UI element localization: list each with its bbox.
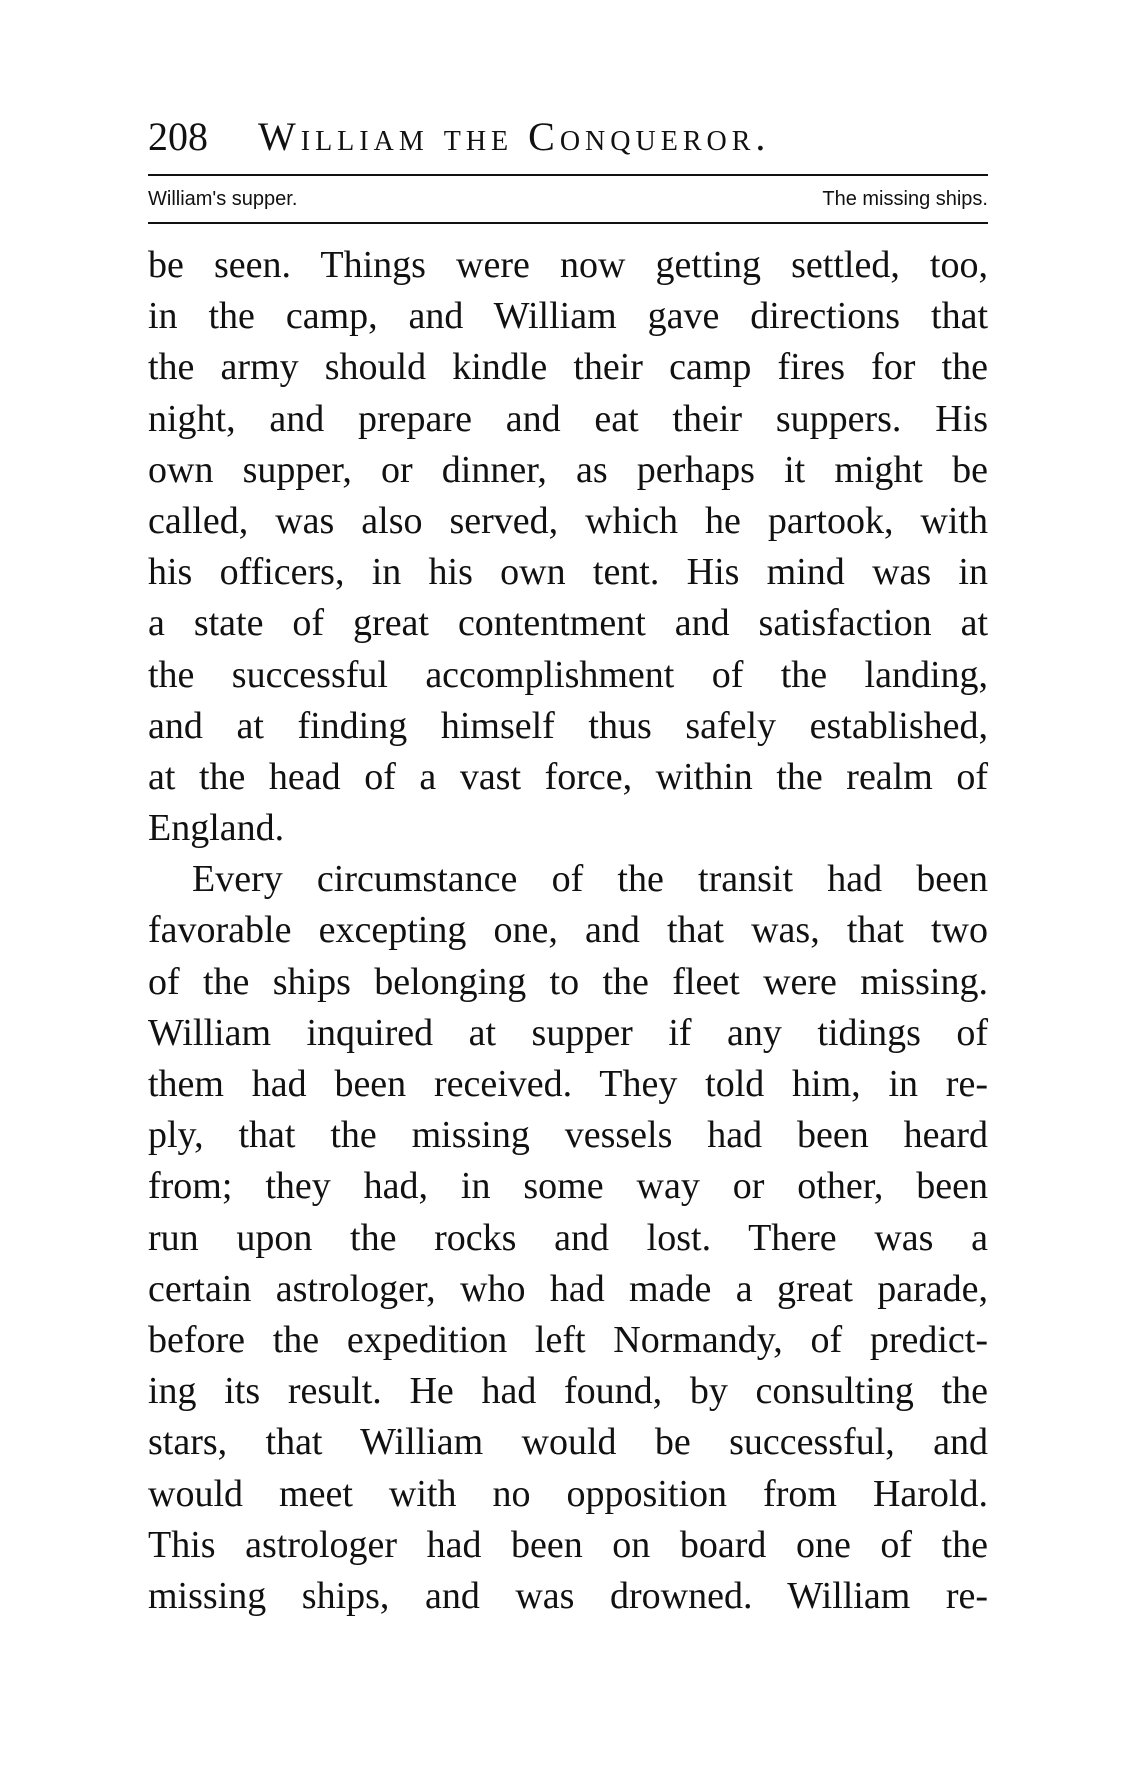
- shoulder-note-left: William's supper.: [148, 188, 298, 210]
- text-line: England.: [148, 807, 285, 850]
- text-line: them had been received. They told him, in re-: [148, 1063, 988, 1105]
- text-line: before the expedition left Normandy, of predict-: [148, 1318, 988, 1361]
- text-line: in the camp, and William gave directions that: [148, 295, 988, 338]
- text-line: stars, that William would be successful, and: [148, 1421, 988, 1464]
- paragraph: [148, 854, 988, 1622]
- shoulder-note-right: The missing ships.: [822, 188, 988, 210]
- text-line: the army should kindle their camp fires for the: [148, 346, 988, 389]
- text-line: certain astrologer, who had made a great parade,: [148, 1267, 988, 1310]
- text-line: William inquired at supper if any tidings of: [148, 1011, 988, 1054]
- text-line: the successful accomplishment of the landing,: [148, 653, 988, 696]
- text-line: ing its result. He had found, by consulting the: [148, 1370, 988, 1413]
- text-line: a state of great contentment and satisfaction at: [148, 602, 988, 645]
- text-line: This astrologer had been on board one of the: [148, 1523, 988, 1566]
- text-line: ply, that the missing vessels had been heard: [148, 1114, 988, 1157]
- book-title: William the Conqueror.: [258, 114, 771, 159]
- text-line: and at finding himself thus safely established,: [148, 704, 988, 747]
- shoulder-notes: [148, 180, 988, 218]
- header-rule-top: [148, 174, 988, 176]
- paragraph: [148, 240, 988, 854]
- text-line: favorable excepting one, and that was, that two: [148, 909, 988, 952]
- header-rule-bottom: [148, 222, 988, 224]
- text-line: from; they had, in some way or other, been: [148, 1165, 988, 1208]
- text-line: missing ships, and was drowned. William re-: [148, 1574, 988, 1617]
- text-line: night, and prepare and eat their suppers. His: [148, 397, 988, 440]
- text-line: run upon the rocks and lost. There was a: [148, 1216, 988, 1259]
- text-line: own supper, or dinner, as perhaps it might be: [148, 448, 988, 491]
- text-line: at the head of a vast force, within the realm of: [148, 755, 988, 798]
- text-line: be seen. Things were now getting settled, too,: [148, 244, 988, 286]
- body-text: [148, 240, 988, 1622]
- text-line: called, was also served, which he partook, with: [148, 499, 988, 542]
- text-line: his officers, in his own tent. His mind was in: [148, 551, 988, 594]
- text-line: Every circumstance of the transit had been: [192, 858, 988, 901]
- text-line: would meet with no opposition from Harold.: [148, 1472, 988, 1515]
- page-number: 208: [148, 114, 208, 159]
- running-head: [148, 112, 988, 162]
- text-line: of the ships belonging to the fleet were missing.: [148, 960, 988, 1003]
